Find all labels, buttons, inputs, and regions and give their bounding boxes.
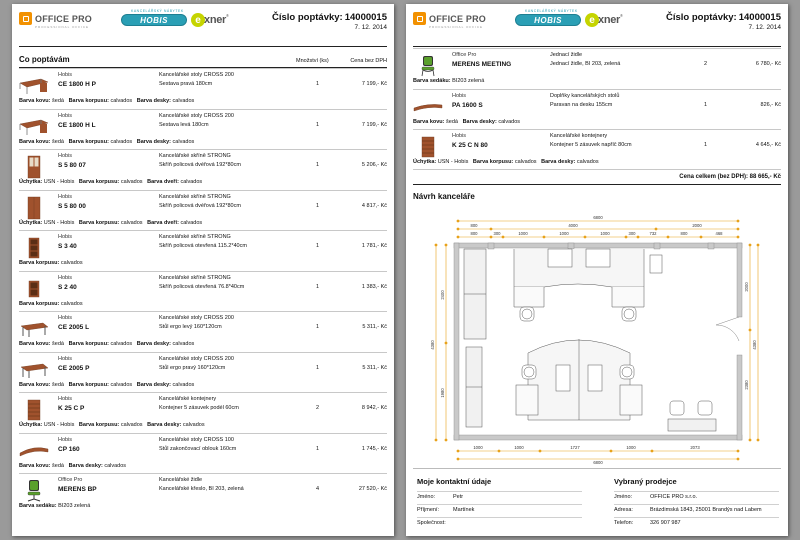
dim-top-a: 800	[470, 223, 478, 228]
page-header	[19, 10, 387, 42]
attr-label: Barva korpusu:	[68, 381, 109, 388]
meeting-chair-icon	[413, 55, 443, 77]
attr-value: calvados	[172, 341, 195, 347]
product-description: Skříň policová dvéřová 192*80cm	[159, 162, 241, 168]
attr-label: Úchytka:	[19, 422, 43, 428]
product-brand: Office Pro	[452, 52, 477, 58]
product-name: Doplňky kancelářských stolů	[550, 92, 620, 99]
hobis-logo-subtext: KANCELÁŘSKÝ NÁBYTEK	[525, 9, 578, 13]
attr-label: Barva dveří:	[147, 219, 179, 226]
exner-registered-mark: ®	[226, 13, 229, 18]
contact-row	[417, 504, 582, 515]
attr-label: Barva desky:	[136, 138, 172, 145]
seller-title: Vybraný prodejce	[614, 477, 677, 486]
dim-right-total: 4380	[752, 340, 757, 350]
attr-value: calvados	[514, 159, 537, 165]
attr-value: USN - Hobis	[43, 422, 75, 428]
product-description: Stůl zakončovací oblouk 160cm	[159, 445, 237, 452]
product-price: 4 817,- Kč	[361, 202, 387, 209]
product-price: 5 206,- Kč	[361, 162, 387, 168]
product-row	[19, 271, 387, 311]
contact-label: Příjmení:	[417, 507, 440, 513]
document-number	[664, 12, 781, 23]
hobis-logo-subtext: KANCELÁŘSKÝ NÁBYTEK	[131, 9, 184, 13]
attr-value: calvados	[576, 159, 599, 165]
contact-value: OFFICE PRO s.r.o.	[650, 494, 698, 500]
product-description: Stůl ergo pravý 160*120cm	[159, 364, 226, 371]
product-quantity: 1	[316, 364, 320, 371]
dim-left-b: 1980	[440, 388, 445, 398]
product-brand: Hobis	[58, 396, 73, 402]
attr-value: calvados	[110, 381, 133, 388]
attr-label: Barva korpusu:	[472, 159, 514, 165]
chair-icon	[19, 480, 49, 502]
product-price: 5 311,- Kč	[362, 324, 387, 330]
attr-label: Barva kovu:	[19, 462, 51, 469]
product-quantity: 1	[316, 81, 320, 87]
plan-meeting-chair	[698, 401, 712, 415]
product-description: Sestava levá 180cm	[159, 121, 209, 128]
product-code: S 5 80 07	[58, 162, 86, 169]
attr-value: calvados	[180, 179, 203, 185]
attr-value: calvados	[498, 118, 521, 125]
product-code: S 2 40	[58, 283, 77, 291]
hobis-logo-text: HOBIS	[121, 14, 187, 26]
dim-row2: 468	[715, 231, 723, 236]
contact-label: Telefon:	[614, 520, 634, 526]
floor-plan-title: Návrh kanceláře	[413, 192, 475, 201]
shelf-small-icon	[19, 278, 49, 300]
desk-icon	[19, 318, 49, 340]
total-divider	[413, 184, 781, 185]
contact-label: Jméno:	[614, 494, 633, 500]
office-pro-logo-icon	[413, 12, 426, 25]
product-price: 7 199,- Kč	[361, 81, 387, 87]
attr-value: USN - Hobis	[43, 179, 75, 185]
column-header-price: Cena bez DPH	[350, 58, 387, 64]
product-code: CE 2005 P	[58, 364, 90, 372]
product-code: S 3 40	[58, 243, 77, 250]
product-attributes	[19, 503, 90, 509]
product-code: K 25 C P	[58, 405, 85, 412]
attr-label: Barva dveří:	[147, 179, 179, 185]
contact-value: 326 907 987	[650, 520, 681, 526]
attr-label: Barva desky:	[136, 98, 172, 104]
attr-value: calvados	[172, 381, 195, 388]
product-brand: Hobis	[58, 72, 73, 78]
product-row	[19, 230, 387, 270]
attr-value: šedá	[446, 118, 458, 125]
contact-value: Petr	[453, 494, 464, 500]
product-name: Kancelářské skříně STRONG	[159, 193, 231, 200]
product-attributes	[19, 463, 126, 469]
product-quantity: 1	[316, 121, 320, 128]
exner-logo-text: xner	[204, 14, 227, 26]
attr-value: calvados	[104, 462, 127, 469]
attr-label: Barva desky:	[68, 462, 103, 469]
attr-label: Barva korpusu:	[68, 341, 109, 347]
product-quantity: 1	[316, 243, 320, 249]
contact-label: Jméno:	[417, 494, 436, 500]
dim-right-b: 2380	[744, 380, 749, 390]
attr-value: calvados	[110, 138, 133, 145]
product-name: Kancelářské stoly CROSS 200	[159, 72, 234, 78]
attr-label: Barva desky:	[136, 381, 172, 388]
attr-label: Barva korpusu:	[19, 260, 60, 266]
total-price-label: Cena celkem (bez DPH):	[679, 174, 748, 180]
product-quantity: 2	[704, 61, 708, 67]
product-description: Paravan na desku 155cm	[550, 101, 613, 108]
dim-left-total: 4380	[430, 340, 435, 350]
product-name: Kancelářské kontejnery	[550, 133, 608, 139]
contact-value: Martínek	[453, 507, 475, 513]
product-price: 5 311,- Kč	[362, 364, 387, 371]
product-row	[19, 473, 387, 513]
attr-value: calvados	[172, 138, 195, 145]
contact-row	[417, 517, 582, 528]
furniture	[464, 249, 716, 431]
product-brand: Hobis	[58, 274, 73, 281]
plan-chair	[622, 307, 636, 321]
product-code: CE 1800 H P	[58, 81, 96, 88]
dim-row2: 800	[680, 231, 688, 236]
product-brand: Hobis	[58, 193, 73, 200]
product-attributes	[19, 98, 194, 104]
product-name: Kancelářské skříně STRONG	[159, 274, 231, 281]
product-code: CE 1800 H L	[58, 121, 96, 129]
drawers-icon	[413, 136, 443, 158]
office-pro-logo-subtext: PROFESSIONAL OFFICE	[429, 25, 484, 29]
product-quantity: 1	[316, 202, 320, 209]
attr-value: calvados	[120, 179, 143, 185]
dim-row2: 300	[628, 231, 636, 236]
attr-label: Barva korpusu:	[68, 138, 109, 145]
dim-row2: 800	[470, 231, 478, 236]
drawers-icon	[19, 399, 49, 421]
desk-l-icon	[19, 75, 49, 97]
attr-label: Barva sedáku:	[19, 503, 57, 509]
product-name: Kancelářské stoly CROSS 100	[159, 436, 234, 443]
product-row	[413, 89, 781, 129]
product-brand: Hobis	[58, 355, 73, 362]
office-pro-logo-subtext: PROFESSIONAL OFFICE	[35, 25, 90, 29]
product-description: Kontejner 5 zásuvek podél 60cm	[159, 405, 239, 411]
product-brand: Hobis	[58, 234, 73, 240]
product-code: PA 1600 S	[452, 101, 483, 109]
exner-logo-icon: e	[191, 13, 205, 27]
product-attributes	[413, 78, 484, 84]
product-name: Jednací židle	[550, 52, 583, 58]
contact-row	[614, 517, 779, 528]
product-quantity: 1	[316, 162, 320, 168]
attr-label: Barva korpusu:	[78, 219, 120, 226]
product-description: Skříň policová dvéřová 192*80cm	[159, 202, 241, 209]
document-number-label: Číslo poptávky:	[271, 12, 343, 23]
product-row	[19, 311, 387, 351]
office-pro-logo	[413, 12, 487, 29]
product-name: Kancelářské skříně STRONG	[159, 234, 231, 240]
attr-label: Barva kovu:	[19, 98, 51, 104]
product-price: 1 781,- Kč	[361, 243, 387, 249]
office-pro-logo	[19, 12, 93, 29]
product-description: Jednací židle, BI 203, zelená	[550, 61, 621, 67]
product-price: 1 745,- Kč	[361, 445, 387, 452]
attr-value: calvados	[172, 98, 195, 104]
door	[716, 317, 739, 341]
cabinet-glass-icon	[19, 156, 49, 178]
product-code: S 5 80 00	[58, 202, 86, 210]
document-page-2	[406, 4, 788, 536]
dim-bottom: 1000	[473, 445, 483, 450]
contact-title: Moje kontaktní údaje	[417, 477, 492, 486]
contact-divider	[413, 468, 781, 469]
attr-value: calvados	[60, 260, 83, 266]
plan-meeting-chair	[670, 401, 684, 415]
attr-value: USN - Hobis	[437, 159, 469, 165]
attr-label: Barva desky:	[541, 159, 576, 165]
product-attributes	[19, 139, 194, 145]
product-code: CP 160	[58, 445, 80, 453]
product-row	[413, 129, 781, 169]
attr-label: Barva korpusu:	[78, 422, 120, 428]
desk-icon	[19, 359, 49, 381]
contact-value: Brázdimská 1843, 25001 Brandýs nad Labem	[650, 507, 762, 513]
document-number	[270, 12, 387, 23]
attr-value: šedá	[52, 381, 64, 388]
attr-label: Barva korpusu:	[68, 98, 109, 104]
exner-logo-text: xner	[598, 14, 621, 26]
product-row	[19, 109, 387, 149]
product-brand: Hobis	[58, 112, 73, 119]
hobis-logo	[121, 9, 187, 26]
attr-value: calvados	[182, 422, 205, 428]
hobis-logo	[515, 9, 581, 26]
desk-end-icon	[19, 440, 49, 462]
product-price: 826,- Kč	[760, 101, 781, 108]
product-attributes	[19, 382, 194, 388]
contact-row	[614, 491, 779, 502]
attr-label: Barva desky:	[462, 118, 497, 125]
product-name: Kancelářské stoly CROSS 200	[159, 355, 234, 362]
product-name: Kancelářské stoly CROSS 200	[159, 315, 234, 321]
product-quantity: 1	[316, 445, 320, 452]
dim-top-c: 2000	[692, 223, 702, 228]
items-end-divider	[413, 169, 781, 170]
contact-label: Společnost:	[417, 520, 446, 526]
dim-bottom: 2073	[690, 445, 700, 450]
product-row	[19, 68, 387, 108]
attr-value: šedá	[52, 98, 64, 104]
product-name: Kancelářské skříně STRONG	[159, 153, 231, 159]
product-attributes	[19, 341, 194, 347]
contact-row	[417, 491, 582, 502]
desk-l-icon	[19, 116, 49, 138]
exner-logo	[191, 13, 229, 27]
contact-row	[614, 504, 779, 515]
product-name: Kancelářské židle	[159, 477, 203, 483]
office-floor-plan	[418, 215, 778, 465]
attr-label: Barva desky:	[147, 422, 182, 428]
plan-chair	[520, 307, 534, 321]
product-attributes	[413, 119, 520, 125]
dim-bottom: 1727	[570, 445, 580, 450]
document-number-value: 14000015	[738, 12, 781, 23]
product-quantity: 1	[316, 283, 320, 290]
dim-row2: 1000	[600, 231, 610, 236]
attr-label: Barva kovu:	[413, 118, 445, 125]
contact-label: Adresa:	[614, 507, 633, 513]
product-price: 6 780,- Kč	[755, 61, 781, 67]
attr-label: Úchytka:	[413, 159, 437, 165]
total-price	[679, 174, 781, 180]
document-page-1	[12, 4, 394, 536]
attr-value: šedá	[52, 462, 64, 469]
attr-value: BI203 zelená	[58, 503, 91, 509]
attr-label: Barva korpusu:	[78, 179, 120, 185]
product-name: Kancelářské kontejnery	[159, 396, 217, 402]
product-row	[19, 149, 387, 189]
product-brand: Hobis	[452, 133, 467, 139]
page-header	[413, 10, 781, 42]
product-brand: Hobis	[58, 315, 73, 321]
section-title: Co poptávám	[19, 55, 70, 64]
product-brand: Hobis	[58, 436, 73, 443]
dim-row2: 1000	[559, 231, 569, 236]
exner-registered-mark: ®	[620, 13, 623, 18]
dim-row2: 300	[493, 231, 501, 236]
cabinet-icon	[19, 197, 49, 219]
header-divider	[413, 46, 781, 47]
product-code: MERENS BP	[58, 486, 97, 493]
product-code: CE 2005 L	[58, 324, 90, 331]
product-description: Skříň policová otevřená 115.2*40cm	[159, 243, 247, 249]
attr-value: USN - Hobis	[43, 219, 75, 226]
product-quantity: 4	[316, 486, 320, 492]
product-row	[19, 433, 387, 473]
document-number-value: 14000015	[344, 12, 387, 23]
attr-value: calvados	[120, 219, 143, 226]
product-row	[19, 392, 387, 432]
dim-top-total: 6800	[593, 215, 603, 220]
attr-label: Barva kovu:	[19, 341, 51, 347]
product-name: Kancelářské stoly CROSS 200	[159, 112, 234, 119]
attr-value: calvados	[120, 422, 143, 428]
dim-bottom: 1000	[514, 445, 524, 450]
product-brand: Office Pro	[58, 477, 83, 483]
attr-label: Barva korpusu:	[19, 300, 60, 307]
product-price: 27 520,- Kč	[358, 486, 387, 492]
plan-chair	[522, 365, 536, 379]
header-divider	[19, 46, 387, 47]
attr-label: Úchytka:	[19, 219, 43, 226]
attr-value: BI203 zelená	[452, 78, 485, 84]
plan-chair	[620, 365, 634, 379]
attr-value: calvados	[110, 341, 133, 347]
product-attributes	[19, 220, 202, 226]
product-quantity: 1	[704, 142, 708, 148]
product-attributes	[19, 179, 202, 185]
product-quantity: 1	[704, 101, 708, 108]
product-quantity: 2	[316, 405, 320, 411]
dim-top-b: 4000	[568, 223, 578, 228]
exner-logo	[585, 13, 623, 27]
product-price: 4 645,- Kč	[755, 142, 781, 148]
attr-value: calvados	[180, 219, 203, 226]
hobis-logo-text: HOBIS	[515, 14, 581, 26]
product-row	[19, 352, 387, 392]
shelf-icon	[19, 237, 49, 259]
exner-logo-icon: e	[585, 13, 599, 27]
office-pro-logo-icon	[19, 12, 32, 25]
product-attributes	[19, 422, 205, 428]
product-price: 1 383,- Kč	[361, 283, 387, 290]
attr-value: calvados	[60, 300, 83, 307]
attr-label: Barva kovu:	[19, 381, 51, 388]
attr-label: Úchytka:	[19, 179, 43, 185]
attr-value: šedá	[52, 138, 64, 145]
product-description: Kontejner 5 zásuvek napříč 80cm	[550, 142, 632, 148]
product-price: 7 199,- Kč	[361, 121, 387, 128]
dim-row2: 732	[649, 231, 657, 236]
product-description: Skříň policová otevřená 76.8*40cm	[159, 283, 245, 290]
product-brand: Hobis	[58, 153, 73, 159]
panel-icon	[413, 96, 443, 118]
product-code: MERENS MEETING	[452, 61, 512, 68]
dim-right-a: 2000	[744, 282, 749, 292]
office-pro-logo-text: OFFICE PRO	[429, 13, 487, 24]
total-price-value: 88 665,- Kč	[749, 174, 781, 180]
document-number-label: Číslo poptávky:	[665, 12, 737, 23]
attr-label: Barva desky:	[136, 341, 172, 347]
dim-bottom: 1000	[626, 445, 636, 450]
product-description: Kancelářské křeslo, BI 203, zelená	[159, 486, 244, 492]
product-attributes	[19, 301, 83, 307]
product-description: Sestava pravá 180cm	[159, 81, 213, 87]
product-attributes	[19, 260, 83, 266]
product-attributes	[413, 159, 599, 165]
attr-label: Barva sedáku:	[413, 78, 451, 84]
product-price: 8 942,- Kč	[361, 405, 387, 411]
product-row	[19, 190, 387, 230]
document-date: 7. 12. 2014	[354, 24, 387, 31]
column-header-quantity: Množství (ks)	[296, 58, 329, 64]
product-description: Stůl ergo levý 160*120cm	[159, 324, 222, 330]
dim-left-a: 2400	[440, 290, 445, 300]
dim-row2: 1000	[518, 231, 528, 236]
product-quantity: 1	[316, 324, 320, 330]
office-pro-logo-text: OFFICE PRO	[35, 13, 93, 24]
product-row	[413, 48, 781, 88]
attr-value: šedá	[52, 341, 64, 347]
attr-label: Barva kovu:	[19, 138, 51, 145]
attr-value: calvados	[110, 98, 133, 104]
product-code: K 25 C N 80	[452, 142, 488, 149]
dim-bottom-total: 6800	[593, 460, 603, 465]
product-brand: Hobis	[452, 92, 467, 99]
document-date: 7. 12. 2014	[748, 24, 781, 31]
